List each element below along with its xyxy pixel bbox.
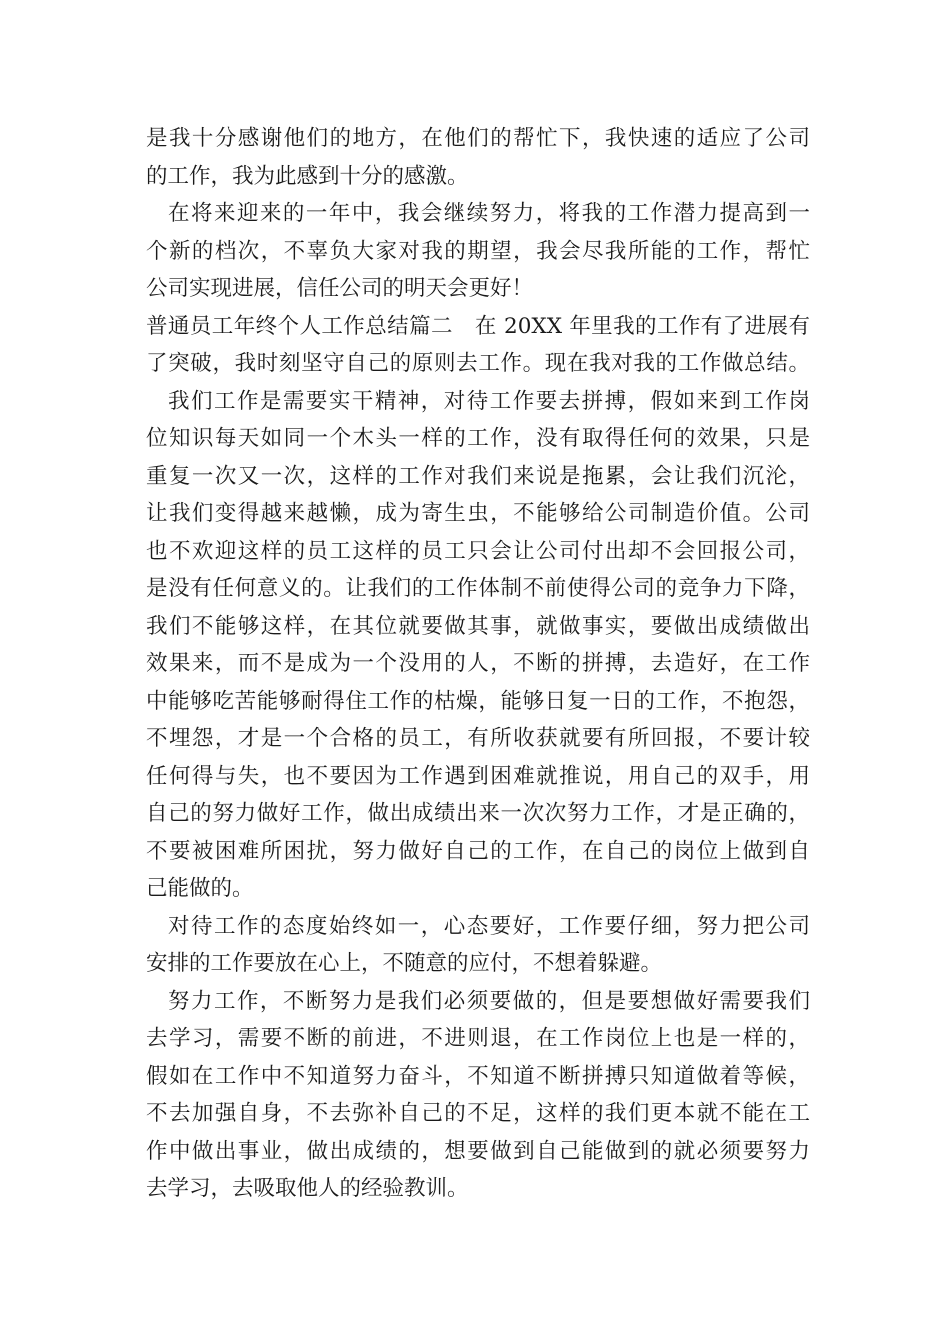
text-line: 任何得与失，也不要因为工作遇到困难就推说，用自己的双手，用: [146, 763, 810, 789]
section-heading-line: 普通员工年终个人工作总结篇二 在 20XX 年里我的工作有了进展有: [146, 313, 810, 339]
text-line: 去学习，需要不断的前进，不进则退，在工作岗位上也是一样的，: [146, 1026, 810, 1051]
text-line: 也不欢迎这样的员工这样的员工只会让公司付出却不会回报公司，: [146, 538, 810, 564]
text-line: 我们不能够这样，在其位就要做其事，就做事实，要做出成绩做出: [146, 613, 810, 639]
text-line: 是我十分感谢他们的地方，在他们的帮忙下，我快速的适应了公司: [146, 126, 810, 151]
text-line: 的工作，我为此感到十分的感激。: [146, 163, 469, 189]
text-line: 努力工作，不断努力是我们必须要做的，但是要想做好需要我们: [168, 988, 810, 1014]
text-line: 自己的努力做好工作，做出成绩出来一次次努力工作，才是正确的，: [146, 801, 810, 826]
text-line: 我们工作是需要实干精神，对待工作要去拼搏，假如来到工作岗: [168, 388, 810, 414]
text-line: 让我们变得越来越懒，成为寄生虫，不能够给公司制造价值。公司: [146, 501, 810, 526]
text-line: 重复一次又一次，这样的工作对我们来说是拖累，会让我们沉沦，: [146, 463, 810, 489]
text-line: 了突破，我时刻坚守自己的原则去工作。现在我对我的工作做总结。: [146, 351, 810, 376]
text-line: 去学习，去吸取他人的经验教训。: [146, 1176, 469, 1201]
text-line: 公司实现进展，信任公司的明天会更好！: [146, 276, 534, 301]
text-line: 不埋怨，才是一个合格的员工，有所收获就要有所回报，不要计较: [146, 726, 810, 751]
text-line: 位知识每天如同一个木头一样的工作，没有取得任何的效果，只是: [146, 426, 810, 451]
text-line: 效果来，而不是成为一个没用的人，不断的拼搏，去造好，在工作: [146, 651, 810, 676]
text-line: 安排的工作要放在心上，不随意的应付，不想着躲避。: [146, 951, 663, 976]
text-line: 假如在工作中不知道努力奋斗，不知道不断拼搏只知道做着等候，: [146, 1063, 810, 1089]
text-line: 对待工作的态度始终如一，心态要好，工作要仔细，努力把公司: [168, 913, 810, 939]
text-line: 个新的档次，不辜负大家对我的期望，我会尽我所能的工作，帮忙: [146, 238, 810, 264]
document-body: [146, 120, 810, 1208]
text-line: 不去加强自身，不去弥补自己的不足，这样的我们更本就不能在工: [146, 1101, 810, 1126]
text-line: 中能够吃苦能够耐得住工作的枯燥，能够日复一日的工作，不抱怨，: [146, 688, 810, 714]
text-line: 是没有任何意义的。让我们的工作体制不前使得公司的竞争力下降，: [146, 576, 810, 601]
text-line: 己能做的。: [146, 876, 254, 901]
text-line: 不要被困难所困扰，努力做好自己的工作，在自己的岗位上做到自: [146, 838, 810, 864]
text-line: 在将来迎来的一年中，我会继续努力，将我的工作潜力提高到一: [168, 201, 810, 226]
text-line: 作中做出事业，做出成绩的，想要做到自己能做到的就必须要努力: [146, 1138, 810, 1164]
